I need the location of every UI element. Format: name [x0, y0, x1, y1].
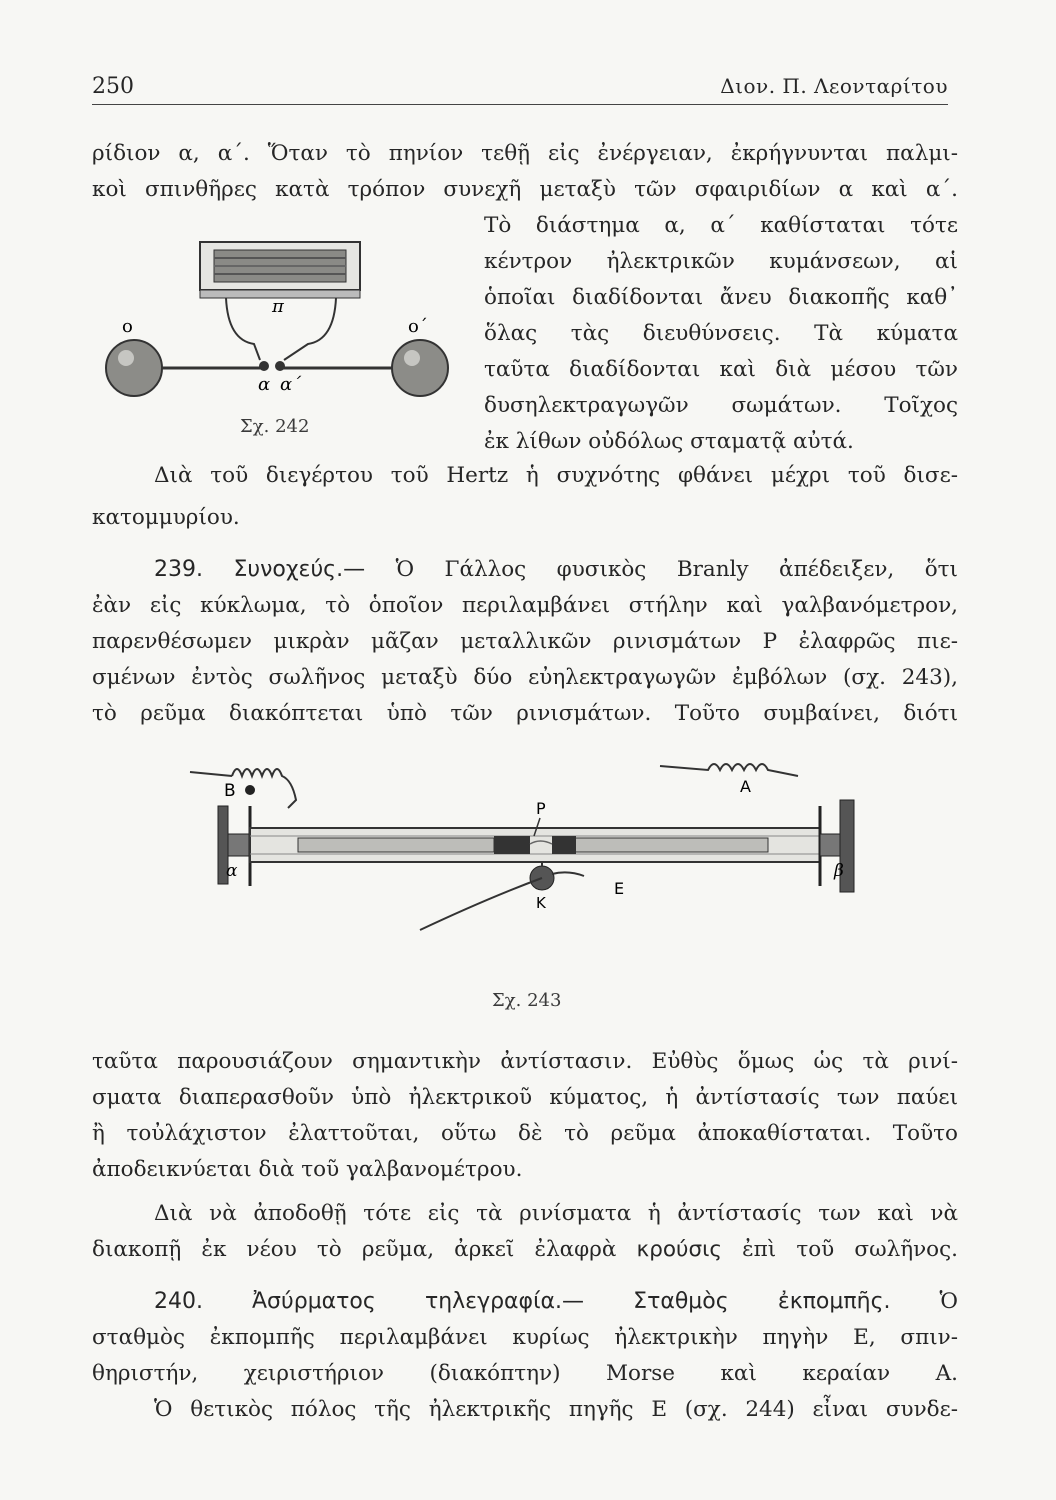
- figure-243-caption: Σχ. 243: [492, 990, 562, 1011]
- text-line: κέντρον ἠλεκτρικῶν κυμάνσεων, αἱ: [484, 249, 958, 274]
- paragraph-hertz-frequency: [92, 458, 958, 536]
- label-E: E: [614, 879, 625, 898]
- text-line: θηριστήν, χειριστήριον (διακόπτην) Morse καὶ κεραίαν Α.: [92, 1361, 958, 1386]
- label-a-prime: α΄: [280, 374, 302, 395]
- label-K: K: [536, 894, 546, 912]
- sphere-highlight: [404, 350, 420, 366]
- label-beta: β: [834, 861, 844, 881]
- section-title: Ἀσύρματος τηλεγραφία.— Σταθμὸς ἐκπομπῆς.: [252, 1289, 891, 1314]
- text-line: κατομμυρίου.: [92, 505, 240, 530]
- sphere-o-prime: [392, 340, 448, 396]
- paragraph-intro: [92, 136, 958, 208]
- figure-242-caption: Σχ. 242: [240, 416, 310, 437]
- page-number: 250: [92, 74, 134, 99]
- paragraph-beside-figure: [484, 208, 958, 460]
- section-240-heading-line: [92, 1284, 958, 1320]
- coil-right: [660, 764, 798, 776]
- text-line: κοὶ σπινθῆρες κατὰ τρόπον συνεχῆ μεταξὺ τῶν σφαιριδίων α καὶ α΄.: [92, 177, 958, 202]
- paragraph-tapping: [92, 1196, 958, 1268]
- section-number: 239.: [154, 557, 203, 582]
- text-line: τὸ ρεῦμα διακόπτεται ὑπὸ τῶν ρινισμάτων. Τοῦτο συμβαίνει, διότι: [92, 701, 958, 726]
- spark-ball-a-prime: [275, 361, 285, 371]
- knob-right: [820, 834, 840, 856]
- text-line: Τὸ διάστημα α, α΄ καθίσταται τότε: [484, 213, 958, 238]
- section-239-heading-line: [92, 552, 958, 588]
- text-line: ὅλας τὰς διευθύνσεις. Τὰ κύματα: [484, 321, 958, 346]
- section-number: 240.: [154, 1289, 203, 1314]
- terminal-B: [245, 785, 255, 795]
- label-o-prime: ο΄: [408, 316, 428, 337]
- text-line: δυσηλεκτραγωγῶν σωμάτων. Τοῖχος: [484, 393, 958, 418]
- text-segment: διακοπῇ ἐκ νέου τὸ ρεῦμα, ἀρκεῖ ἐλαφρὰ: [92, 1237, 617, 1262]
- label-P: P: [536, 799, 546, 818]
- text-line: ρίδιον α, α΄. Ὅταν τὸ πηνίον τεθῇ εἰς ἐνέργειαν, ἐκρήγνυνται παλμι-: [92, 141, 958, 166]
- wire-E: [552, 872, 584, 876]
- text-line: Ὁ θετικὸς πόλος τῆς ἠλεκτρικῆς πηγῆς Ε (σχ. 244) εἶναι συνδε-: [154, 1397, 958, 1422]
- wire-left: [226, 298, 260, 360]
- sphere-highlight: [118, 350, 134, 366]
- filings-right: [552, 836, 576, 854]
- text-segment: ἐπὶ τοῦ σωλῆνος.: [742, 1237, 958, 1262]
- text-line: σταθμὸς ἐκπομπῆς περιλαμβάνει κυρίως ἠλεκτρικὴν πηγὴν Ε, σπιν-: [92, 1325, 958, 1350]
- text-line: ἀποδεικνύεται διὰ τοῦ γαλβανομέτρου.: [92, 1157, 523, 1182]
- text-line: Ὁ Γάλλος φυσικὸς Branly ἀπέδειξεν, ὅτι: [395, 557, 958, 582]
- text-line: ἐὰν εἰς κύκλωμα, τὸ ὁποῖον περιλαμβάνει στήλην καὶ γαλβανόμετρον,: [92, 593, 958, 618]
- wire-K: [420, 878, 542, 930]
- sphere-o: [106, 340, 162, 396]
- page-header: [92, 70, 948, 105]
- label-A: A: [740, 777, 751, 796]
- figure-242-hertz-oscillator: [96, 232, 476, 412]
- text-line: ταῦτα διαδίδονται καὶ διὰ μέσου τῶν: [484, 357, 958, 382]
- running-title: Διον. Π. Λεονταρίτου: [720, 74, 948, 98]
- label-a: α: [258, 374, 271, 395]
- text-line-with-emphasis: [92, 1232, 958, 1268]
- text-line: Διὰ νὰ ἀποδοθῇ τότε εἰς τὰ ρινίσματα ἡ ἀντίστασίς των καὶ νὰ: [154, 1201, 958, 1226]
- text-line: ἐκ λίθων οὐδόλως σταματᾷ αὐτά.: [484, 429, 854, 454]
- electrode-right: [572, 838, 768, 852]
- figure-243-coherer: [188, 748, 888, 938]
- label-alpha: α: [226, 861, 238, 881]
- text-line: ταῦτα παρουσιάζουν σημαντικὴν ἀντίστασιν. Εὐθὺς ὅμως ὡς τὰ ρινί-: [92, 1049, 958, 1074]
- text-line: σμένων ἐντὸς σωλῆνος μεταξὺ δύο εὐηλεκτραγωγῶν ἐμβόλων (σχ. 243),: [92, 665, 958, 690]
- knob-left: [228, 834, 250, 856]
- label-B: B: [224, 781, 236, 801]
- label-o: ο: [122, 316, 133, 337]
- section-239: [92, 552, 958, 732]
- paragraph-filings-resistance: [92, 1044, 958, 1188]
- text-line: παρενθέσωμεν μικρὰν μᾶζαν μεταλλικῶν ρινισμάτων Ρ ἐλαφρῶς πιε-: [92, 629, 958, 654]
- filings-left: [494, 836, 530, 854]
- label-pi: π: [272, 296, 284, 317]
- text-line: σματα διαπερασθοῦν ὑπὸ ἠλεκτρικοῦ κύματος, ἡ ἀντίστασίς των παύει: [92, 1085, 958, 1110]
- emphasis-word: κρούσις: [636, 1237, 722, 1262]
- electrode-left: [298, 838, 494, 852]
- text-line: Διὰ τοῦ διεγέρτου τοῦ Hertz ἡ συχνότης φθάνει μέχρι τοῦ δισε-: [154, 463, 958, 488]
- text-line: ἢ τοὐλάχιστον ἐλαττοῦται, οὕτω δὲ τὸ ρεῦμα ἀποκαθίσταται. Τοῦτο: [92, 1121, 958, 1146]
- text-segment: Ὁ: [939, 1289, 958, 1314]
- text-line: ὁποῖαι διαδίδονται ἄνευ διακοπῆς καθ᾿: [484, 285, 958, 310]
- coil-left: [232, 769, 296, 808]
- wire-right: [284, 298, 336, 360]
- section-title: Συνοχεύς.—: [233, 557, 366, 582]
- spark-ball-a: [259, 361, 269, 371]
- section-240: [92, 1284, 958, 1428]
